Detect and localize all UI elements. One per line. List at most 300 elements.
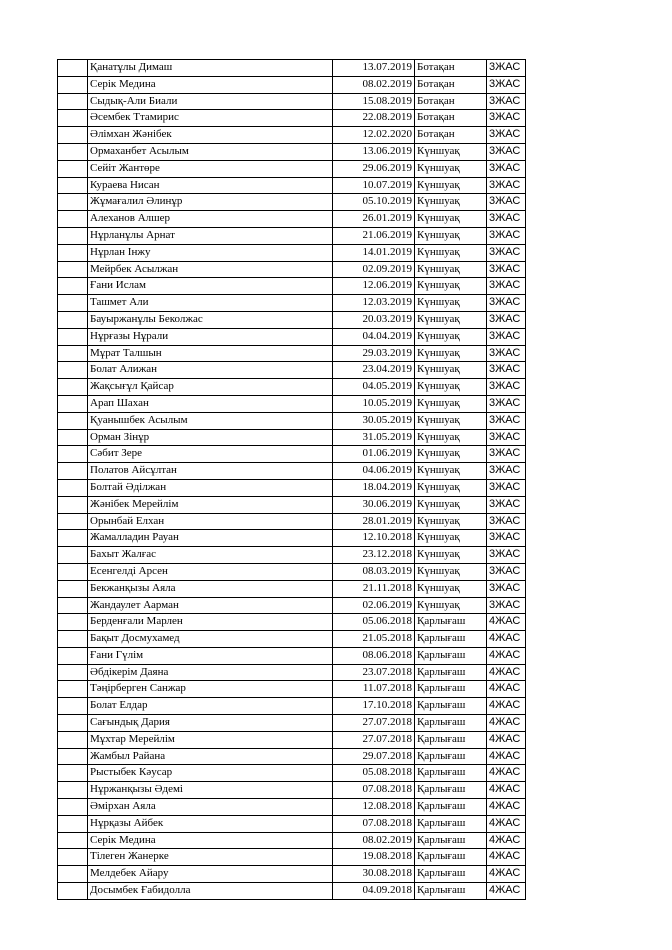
row-index-cell <box>58 832 88 849</box>
group-name-cell: Күншуақ <box>415 379 487 396</box>
row-index-cell <box>58 60 88 77</box>
group-name-cell: Қарлығаш <box>415 664 487 681</box>
table-row <box>58 110 526 127</box>
child-name-cell: Бауыржанұлы Беколжас <box>88 311 333 328</box>
age-group-cell: 3ЖАС <box>487 60 526 77</box>
child-name-cell: Мұхтар Мерейлім <box>88 731 333 748</box>
child-name-cell: Жұмағалил Әлинұр <box>88 194 333 211</box>
child-name-cell: Жақсығұл Қайсар <box>88 379 333 396</box>
age-group-cell: 3ЖАС <box>487 429 526 446</box>
group-name-cell: Қарлығаш <box>415 715 487 732</box>
group-name-cell: Күншуақ <box>415 580 487 597</box>
group-name-cell: Күншуақ <box>415 278 487 295</box>
group-name-cell: Күншуақ <box>415 328 487 345</box>
table-row <box>58 698 526 715</box>
row-index-cell <box>58 76 88 93</box>
row-index-cell <box>58 362 88 379</box>
birth-date-cell: 04.06.2019 <box>333 463 415 480</box>
birth-date-cell: 15.08.2019 <box>333 93 415 110</box>
row-index-cell <box>58 883 88 900</box>
age-group-cell: 4ЖАС <box>487 832 526 849</box>
age-group-cell: 3ЖАС <box>487 328 526 345</box>
row-index-cell <box>58 379 88 396</box>
group-name-cell: Күншуақ <box>415 194 487 211</box>
group-name-cell: Күншуақ <box>415 311 487 328</box>
child-name-cell: Досымбек Ғабидолла <box>88 883 333 900</box>
child-name-cell: Тәңірберген Санжар <box>88 681 333 698</box>
child-name-cell: Нұрқазы Айбек <box>88 815 333 832</box>
child-name-cell: Арап Шахан <box>88 395 333 412</box>
group-name-cell: Күншуақ <box>415 362 487 379</box>
group-name-cell: Ботақан <box>415 110 487 127</box>
birth-date-cell: 05.06.2018 <box>333 614 415 631</box>
child-name-cell: Нұржанқызы Әдемі <box>88 782 333 799</box>
age-group-cell: 3ЖАС <box>487 311 526 328</box>
birth-date-cell: 12.10.2018 <box>333 530 415 547</box>
birth-date-cell: 23.04.2019 <box>333 362 415 379</box>
group-name-cell: Күншуақ <box>415 513 487 530</box>
child-name-cell: Қуанышбек Асылым <box>88 412 333 429</box>
birth-date-cell: 17.10.2018 <box>333 698 415 715</box>
group-name-cell: Күншуақ <box>415 530 487 547</box>
birth-date-cell: 11.07.2018 <box>333 681 415 698</box>
child-name-cell: Әбдікерім Даяна <box>88 664 333 681</box>
birth-date-cell: 10.07.2019 <box>333 177 415 194</box>
row-index-cell <box>58 748 88 765</box>
child-name-cell: Нұрланұлы Арнат <box>88 227 333 244</box>
group-name-cell: Ботақан <box>415 76 487 93</box>
table-row <box>58 731 526 748</box>
group-name-cell: Күншуақ <box>415 412 487 429</box>
group-name-cell: Ботақан <box>415 127 487 144</box>
group-name-cell: Күншуақ <box>415 211 487 228</box>
child-name-cell: Рыстыбек Кәусар <box>88 765 333 782</box>
child-name-cell: Сейіт Жантөре <box>88 160 333 177</box>
group-name-cell: Күншуақ <box>415 261 487 278</box>
row-index-cell <box>58 614 88 631</box>
group-name-cell: Күншуақ <box>415 345 487 362</box>
table-row <box>58 580 526 597</box>
child-name-cell: Болтай Әділжан <box>88 479 333 496</box>
table-row <box>58 597 526 614</box>
birth-date-cell: 13.06.2019 <box>333 143 415 160</box>
row-index-cell <box>58 412 88 429</box>
group-name-cell: Қарлығаш <box>415 849 487 866</box>
table-row <box>58 782 526 799</box>
row-index-cell <box>58 715 88 732</box>
birth-date-cell: 18.04.2019 <box>333 479 415 496</box>
row-index-cell <box>58 177 88 194</box>
document-page <box>57 59 526 900</box>
group-name-cell: Қарлығаш <box>415 832 487 849</box>
group-name-cell: Қарлығаш <box>415 815 487 832</box>
age-group-cell: 4ЖАС <box>487 731 526 748</box>
row-index-cell <box>58 93 88 110</box>
row-index-cell <box>58 563 88 580</box>
table-row <box>58 379 526 396</box>
row-index-cell <box>58 530 88 547</box>
group-name-cell: Күншуақ <box>415 597 487 614</box>
table-row <box>58 664 526 681</box>
group-name-cell: Қарлығаш <box>415 647 487 664</box>
row-index-cell <box>58 799 88 816</box>
group-name-cell: Қарлығаш <box>415 614 487 631</box>
child-name-cell: Нұрлан Інжу <box>88 244 333 261</box>
table-row <box>58 345 526 362</box>
birth-date-cell: 05.08.2018 <box>333 765 415 782</box>
child-name-cell: Жамалладин Рауан <box>88 530 333 547</box>
age-group-cell: 4ЖАС <box>487 631 526 648</box>
row-index-cell <box>58 664 88 681</box>
table-row <box>58 866 526 883</box>
age-group-cell: 4ЖАС <box>487 883 526 900</box>
child-name-cell: Жандаулет Аарман <box>88 597 333 614</box>
child-name-cell: Әсембек Ттамирис <box>88 110 333 127</box>
group-name-cell: Күншуақ <box>415 143 487 160</box>
child-name-cell: Жәнібек Мерейлім <box>88 496 333 513</box>
roster-table-body <box>58 60 526 900</box>
row-index-cell <box>58 866 88 883</box>
age-group-cell: 3ЖАС <box>487 597 526 614</box>
child-name-cell: Болат Елдар <box>88 698 333 715</box>
row-index-cell <box>58 849 88 866</box>
birth-date-cell: 26.01.2019 <box>333 211 415 228</box>
child-name-cell: Алеханов Алшер <box>88 211 333 228</box>
birth-date-cell: 04.05.2019 <box>333 379 415 396</box>
row-index-cell <box>58 345 88 362</box>
birth-date-cell: 12.03.2019 <box>333 295 415 312</box>
birth-date-cell: 29.03.2019 <box>333 345 415 362</box>
age-group-cell: 3ЖАС <box>487 143 526 160</box>
group-name-cell: Қарлығаш <box>415 765 487 782</box>
child-name-cell: Сағындық Дария <box>88 715 333 732</box>
table-row <box>58 765 526 782</box>
table-row <box>58 715 526 732</box>
child-name-cell: Болат Алижан <box>88 362 333 379</box>
birth-date-cell: 23.12.2018 <box>333 547 415 564</box>
table-row <box>58 143 526 160</box>
children-roster-table <box>57 59 526 900</box>
group-name-cell: Қарлығаш <box>415 883 487 900</box>
child-name-cell: Мейрбек Асылжан <box>88 261 333 278</box>
age-group-cell: 4ЖАС <box>487 765 526 782</box>
table-row <box>58 261 526 278</box>
birth-date-cell: 13.07.2019 <box>333 60 415 77</box>
table-row <box>58 530 526 547</box>
table-row <box>58 244 526 261</box>
group-name-cell: Қарлығаш <box>415 782 487 799</box>
row-index-cell <box>58 731 88 748</box>
row-index-cell <box>58 513 88 530</box>
age-group-cell: 3ЖАС <box>487 261 526 278</box>
birth-date-cell: 23.07.2018 <box>333 664 415 681</box>
age-group-cell: 3ЖАС <box>487 295 526 312</box>
row-index-cell <box>58 631 88 648</box>
row-index-cell <box>58 647 88 664</box>
row-index-cell <box>58 782 88 799</box>
birth-date-cell: 22.08.2019 <box>333 110 415 127</box>
table-row <box>58 227 526 244</box>
age-group-cell: 4ЖАС <box>487 647 526 664</box>
group-name-cell: Ботақан <box>415 60 487 77</box>
table-row <box>58 412 526 429</box>
birth-date-cell: 02.06.2019 <box>333 597 415 614</box>
child-name-cell: Әмірхан Аяла <box>88 799 333 816</box>
table-row <box>58 429 526 446</box>
row-index-cell <box>58 463 88 480</box>
child-name-cell: Тілеген Жанерке <box>88 849 333 866</box>
child-name-cell: Әлімхан Жәнібек <box>88 127 333 144</box>
group-name-cell: Күншуақ <box>415 244 487 261</box>
birth-date-cell: 21.06.2019 <box>333 227 415 244</box>
row-index-cell <box>58 160 88 177</box>
group-name-cell: Қарлығаш <box>415 681 487 698</box>
table-row <box>58 799 526 816</box>
table-row <box>58 883 526 900</box>
birth-date-cell: 08.02.2019 <box>333 76 415 93</box>
age-group-cell: 3ЖАС <box>487 563 526 580</box>
birth-date-cell: 10.05.2019 <box>333 395 415 412</box>
group-name-cell: Қарлығаш <box>415 731 487 748</box>
age-group-cell: 3ЖАС <box>487 211 526 228</box>
group-name-cell: Күншуақ <box>415 429 487 446</box>
age-group-cell: 4ЖАС <box>487 748 526 765</box>
row-index-cell <box>58 110 88 127</box>
age-group-cell: 3ЖАС <box>487 278 526 295</box>
row-index-cell <box>58 127 88 144</box>
table-row <box>58 547 526 564</box>
group-name-cell: Күншуақ <box>415 446 487 463</box>
table-row <box>58 328 526 345</box>
age-group-cell: 3ЖАС <box>487 547 526 564</box>
age-group-cell: 3ЖАС <box>487 496 526 513</box>
age-group-cell: 3ЖАС <box>487 127 526 144</box>
table-row <box>58 513 526 530</box>
table-row <box>58 60 526 77</box>
age-group-cell: 3ЖАС <box>487 513 526 530</box>
birth-date-cell: 31.05.2019 <box>333 429 415 446</box>
group-name-cell: Күншуақ <box>415 496 487 513</box>
child-name-cell: Серік Медина <box>88 76 333 93</box>
row-index-cell <box>58 547 88 564</box>
child-name-cell: Мелдебек Айару <box>88 866 333 883</box>
row-index-cell <box>58 815 88 832</box>
group-name-cell: Күншуақ <box>415 177 487 194</box>
table-row <box>58 194 526 211</box>
birth-date-cell: 20.03.2019 <box>333 311 415 328</box>
group-name-cell: Қарлығаш <box>415 799 487 816</box>
birth-date-cell: 29.07.2018 <box>333 748 415 765</box>
table-row <box>58 496 526 513</box>
row-index-cell <box>58 395 88 412</box>
age-group-cell: 3ЖАС <box>487 177 526 194</box>
birth-date-cell: 07.08.2018 <box>333 782 415 799</box>
age-group-cell: 3ЖАС <box>487 580 526 597</box>
child-name-cell: Ғани Ислам <box>88 278 333 295</box>
age-group-cell: 3ЖАС <box>487 379 526 396</box>
row-index-cell <box>58 295 88 312</box>
table-row <box>58 463 526 480</box>
table-row <box>58 211 526 228</box>
birth-date-cell: 12.08.2018 <box>333 799 415 816</box>
row-index-cell <box>58 227 88 244</box>
birth-date-cell: 14.01.2019 <box>333 244 415 261</box>
birth-date-cell: 04.09.2018 <box>333 883 415 900</box>
birth-date-cell: 27.07.2018 <box>333 715 415 732</box>
birth-date-cell: 27.07.2018 <box>333 731 415 748</box>
birth-date-cell: 12.02.2020 <box>333 127 415 144</box>
row-index-cell <box>58 429 88 446</box>
child-name-cell: Сыдық-Али Биали <box>88 93 333 110</box>
birth-date-cell: 05.10.2019 <box>333 194 415 211</box>
age-group-cell: 4ЖАС <box>487 866 526 883</box>
birth-date-cell: 30.08.2018 <box>333 866 415 883</box>
child-name-cell: Ғани Гүлім <box>88 647 333 664</box>
table-row <box>58 127 526 144</box>
table-row <box>58 93 526 110</box>
age-group-cell: 3ЖАС <box>487 463 526 480</box>
age-group-cell: 4ЖАС <box>487 681 526 698</box>
row-index-cell <box>58 311 88 328</box>
table-row <box>58 311 526 328</box>
birth-date-cell: 28.01.2019 <box>333 513 415 530</box>
age-group-cell: 4ЖАС <box>487 698 526 715</box>
birth-date-cell: 04.04.2019 <box>333 328 415 345</box>
child-name-cell: Бақыт Досмухамед <box>88 631 333 648</box>
age-group-cell: 3ЖАС <box>487 244 526 261</box>
table-row <box>58 479 526 496</box>
table-row <box>58 395 526 412</box>
row-index-cell <box>58 278 88 295</box>
age-group-cell: 4ЖАС <box>487 664 526 681</box>
group-name-cell: Күншуақ <box>415 563 487 580</box>
table-row <box>58 278 526 295</box>
birth-date-cell: 21.05.2018 <box>333 631 415 648</box>
age-group-cell: 4ЖАС <box>487 715 526 732</box>
birth-date-cell: 29.06.2019 <box>333 160 415 177</box>
child-name-cell: Қанатұлы Димаш <box>88 60 333 77</box>
age-group-cell: 4ЖАС <box>487 799 526 816</box>
child-name-cell: Полатов Айсұлтан <box>88 463 333 480</box>
table-row <box>58 748 526 765</box>
group-name-cell: Күншуақ <box>415 463 487 480</box>
age-group-cell: 3ЖАС <box>487 93 526 110</box>
age-group-cell: 3ЖАС <box>487 395 526 412</box>
birth-date-cell: 07.08.2018 <box>333 815 415 832</box>
row-index-cell <box>58 597 88 614</box>
child-name-cell: Жамбыл Райана <box>88 748 333 765</box>
table-row <box>58 681 526 698</box>
group-name-cell: Күншуақ <box>415 295 487 312</box>
row-index-cell <box>58 765 88 782</box>
child-name-cell: Мұрат Талшын <box>88 345 333 362</box>
row-index-cell <box>58 698 88 715</box>
table-row <box>58 815 526 832</box>
group-name-cell: Қарлығаш <box>415 698 487 715</box>
table-row <box>58 631 526 648</box>
child-name-cell: Серік Медина <box>88 832 333 849</box>
row-index-cell <box>58 446 88 463</box>
row-index-cell <box>58 479 88 496</box>
child-name-cell: Сәбит Зере <box>88 446 333 463</box>
row-index-cell <box>58 211 88 228</box>
group-name-cell: Күншуақ <box>415 547 487 564</box>
row-index-cell <box>58 328 88 345</box>
birth-date-cell: 19.08.2018 <box>333 849 415 866</box>
table-row <box>58 832 526 849</box>
age-group-cell: 3ЖАС <box>487 160 526 177</box>
table-row <box>58 362 526 379</box>
row-index-cell <box>58 681 88 698</box>
child-name-cell: Бахыт Жалғас <box>88 547 333 564</box>
row-index-cell <box>58 244 88 261</box>
age-group-cell: 3ЖАС <box>487 362 526 379</box>
child-name-cell: Орынбай Елхан <box>88 513 333 530</box>
age-group-cell: 3ЖАС <box>487 110 526 127</box>
group-name-cell: Күншуақ <box>415 479 487 496</box>
child-name-cell: Бекжанқызы Аяла <box>88 580 333 597</box>
age-group-cell: 3ЖАС <box>487 530 526 547</box>
age-group-cell: 3ЖАС <box>487 76 526 93</box>
group-name-cell: Күншуақ <box>415 160 487 177</box>
table-row <box>58 446 526 463</box>
group-name-cell: Қарлығаш <box>415 631 487 648</box>
birth-date-cell: 08.03.2019 <box>333 563 415 580</box>
table-row <box>58 295 526 312</box>
age-group-cell: 4ЖАС <box>487 614 526 631</box>
child-name-cell: Есенгелді Арсен <box>88 563 333 580</box>
table-row <box>58 76 526 93</box>
age-group-cell: 3ЖАС <box>487 194 526 211</box>
group-name-cell: Күншуақ <box>415 227 487 244</box>
row-index-cell <box>58 261 88 278</box>
age-group-cell: 3ЖАС <box>487 446 526 463</box>
age-group-cell: 4ЖАС <box>487 782 526 799</box>
age-group-cell: 4ЖАС <box>487 815 526 832</box>
table-row <box>58 849 526 866</box>
group-name-cell: Қарлығаш <box>415 748 487 765</box>
birth-date-cell: 08.02.2019 <box>333 832 415 849</box>
table-row <box>58 160 526 177</box>
birth-date-cell: 30.05.2019 <box>333 412 415 429</box>
table-row <box>58 177 526 194</box>
row-index-cell <box>58 496 88 513</box>
birth-date-cell: 12.06.2019 <box>333 278 415 295</box>
age-group-cell: 3ЖАС <box>487 227 526 244</box>
age-group-cell: 4ЖАС <box>487 849 526 866</box>
birth-date-cell: 02.09.2019 <box>333 261 415 278</box>
table-row <box>58 647 526 664</box>
child-name-cell: Берденғали Марлен <box>88 614 333 631</box>
child-name-cell: Нұрғазы Нұрали <box>88 328 333 345</box>
birth-date-cell: 30.06.2019 <box>333 496 415 513</box>
table-row <box>58 614 526 631</box>
age-group-cell: 3ЖАС <box>487 479 526 496</box>
birth-date-cell: 08.06.2018 <box>333 647 415 664</box>
child-name-cell: Орман Зінұр <box>88 429 333 446</box>
child-name-cell: Ташмет Али <box>88 295 333 312</box>
birth-date-cell: 01.06.2019 <box>333 446 415 463</box>
group-name-cell: Қарлығаш <box>415 866 487 883</box>
age-group-cell: 3ЖАС <box>487 412 526 429</box>
birth-date-cell: 21.11.2018 <box>333 580 415 597</box>
group-name-cell: Күншуақ <box>415 395 487 412</box>
child-name-cell: Кураева Нисан <box>88 177 333 194</box>
age-group-cell: 3ЖАС <box>487 345 526 362</box>
row-index-cell <box>58 580 88 597</box>
row-index-cell <box>58 194 88 211</box>
group-name-cell: Ботақан <box>415 93 487 110</box>
